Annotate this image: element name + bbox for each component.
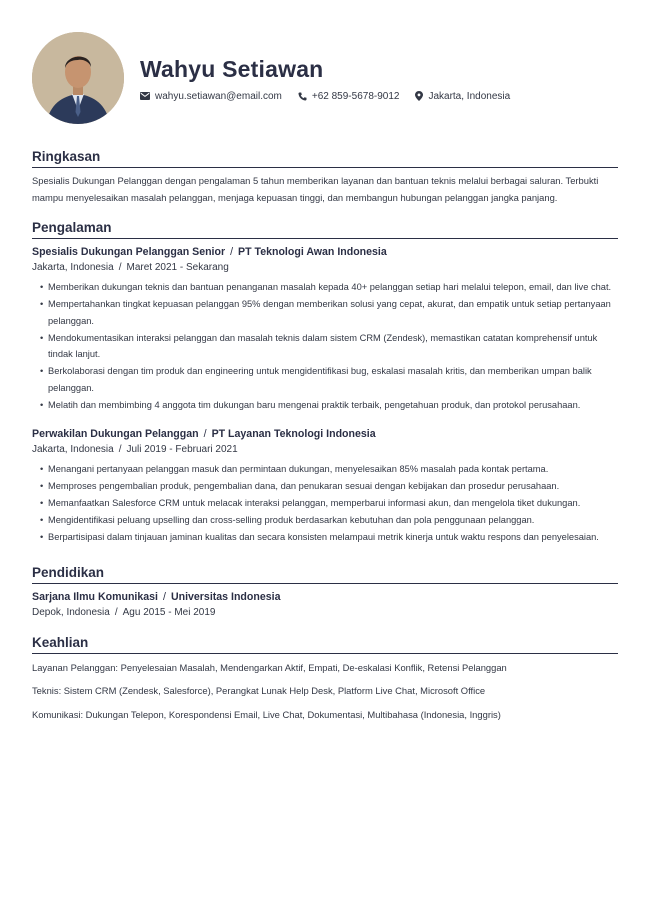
skills-heading: Keahlian [32,634,618,654]
job-title-line: Perwakilan Dukungan Pelanggan / PT Layanan Teknologi Indonesia [32,428,376,440]
email-text: wahyu.setiawan@email.com [155,90,282,102]
summary-section [32,148,618,206]
experience-section [32,219,618,546]
list-item: • Berkolaborasi dengan tim produk dan engineering untuk mengidentifikasi bug, eskalasi masalah kritis, dan memberikan umpan balik pelanggan. [48,363,618,396]
degree: Sarjana Ilmu Komunikasi [32,590,158,603]
job-title-line: Spesialis Dukungan Pelanggan Senior / PT Teknologi Awan Indonesia [32,246,387,258]
education-title-line: Sarjana Ilmu Komunikasi / Universitas Indonesia [32,590,281,603]
list-item: • Mendokumentasikan interaksi pelanggan dan masalah teknis dalam sistem CRM (Zendesk), memastikan catatan komprehensif untuk tindak lanjut. [48,330,618,363]
job-period: Maret 2021 - Sekarang [126,262,229,273]
list-item: • Mengidentifikasi peluang upselling dan cross-selling produk berdasarkan kebutuhan dan pola penggunaan pelanggan. [48,512,618,529]
summary-text: Spesialis Dukungan Pelanggan dengan pengalaman 5 tahun memberikan layanan dan bantuan teknis melalui berbagai saluran. Terbukti mampu menyelesaikan masalah pelanggan, menjaga kepuasan tinggi, dan membangun hubungan pelanggan jangka panjang. [32,175,599,203]
school: Universitas Indonesia [170,590,281,603]
phone-text: +62 859-5678-9012 [311,90,400,102]
skill-line: Komunikasi: Dukungan Telepon, Korespondensi Email, Live Chat, Dokumentasi, Multibahasa (Indonesia, Inggris) [32,708,501,720]
job-company: PT Layanan Teknologi Indonesia [211,428,376,440]
list-item: • Menangani pertanyaan pelanggan masuk dan permintaan dukungan, menyelesaikan 85% masalah pada kontak pertama. [48,461,618,478]
contact-info [140,91,526,102]
job-bullets [32,279,618,413]
education-heading: Pendidikan [32,564,618,584]
skill-line: Teknis: Sistem CRM (Zendesk, Salesforce), Perangkat Lunak Help Desk, Platform Live Chat, Microsoft Office [32,685,486,696]
phone-icon [298,92,307,101]
contact-location [415,91,510,102]
job-bullets [32,461,618,546]
list-item: • Memanfaatkan Salesforce CRM untuk melacak interaksi pelanggan, memperbarui informasi akun, dan mengelola tiket dukungan. [48,495,618,512]
list-item: • Melatih dan membimbing 4 anggota tim dukungan baru mengenai praktik terbaik, pengetahuan produk, dan protokol perusahaan. [48,397,618,414]
contact-email [140,91,282,102]
experience-heading: Pengalaman [32,219,618,239]
skills-section [32,634,618,721]
resume-header [32,32,618,124]
job-meta-line: Jakarta, Indonesia / Juli 2019 - Februari 2021 [32,444,238,455]
job-entry [32,427,618,546]
location-text: Jakarta, Indonesia [428,90,511,102]
education-location: Depok, Indonesia [32,606,110,618]
education-period: Agu 2015 - Mei 2019 [122,606,216,618]
job-meta-line: Jakarta, Indonesia / Maret 2021 - Sekarang [32,262,229,273]
list-item: • Berpartisipasi dalam tinjauan jaminan kualitas dan secara konsisten melampaui metrik kinerja untuk waktu respons dan penyelesaian. [48,529,618,546]
job-location: Jakarta, Indonesia [32,262,114,273]
job-company: PT Teknologi Awan Indonesia [238,246,387,258]
job-period: Juli 2019 - Februari 2021 [126,444,238,455]
list-item: • Memberikan dukungan teknis dan bantuan penanganan masalah kepada 40+ pelanggan setiap hari melalui telepon, email, dan live chat. [48,279,618,296]
job-entry [32,245,618,413]
job-role: Perwakilan Dukungan Pelanggan [32,428,199,440]
mail-icon [140,92,150,100]
contact-phone [298,91,400,102]
list-item: • Memproses pengembalian produk, pengembalian dana, dan penukaran sesuai dengan kebijakan dan prosedur perusahaan. [48,478,618,495]
list-item: • Mempertahankan tingkat kepuasan pelanggan 95% dengan memberikan solusi yang cepat, akurat, dan empatik untuk setiap pertanyaan pelanggan. [48,296,618,329]
job-role: Spesialis Dukungan Pelanggan Senior [32,246,226,258]
education-meta-line: Depok, Indonesia / Agu 2015 - Mei 2019 [32,606,216,618]
candidate-name: Wahyu Setiawan [140,55,324,82]
map-pin-icon [415,91,423,101]
summary-heading: Ringkasan [32,148,618,168]
education-section [32,564,618,621]
skill-line: Layanan Pelanggan: Penyelesaian Masalah, Mendengarkan Aktif, Empati, De-eskalasi Konflik, Retensi Pelanggan [32,661,507,673]
profile-photo [32,32,124,124]
job-location: Jakarta, Indonesia [32,444,114,455]
